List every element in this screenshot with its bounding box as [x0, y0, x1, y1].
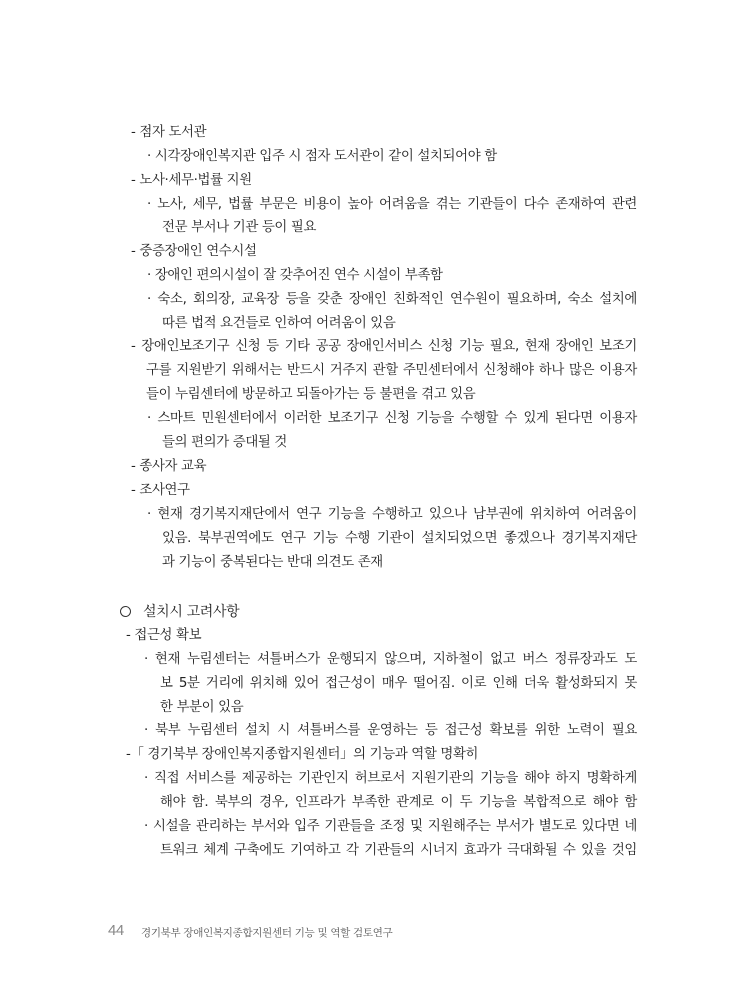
bullet-continuation: 들의 편의가 증대될 것 — [162, 435, 287, 450]
bullet-continuation: 따른 법적 요건들로 인하여 어려움이 있음 — [162, 316, 396, 331]
page-number: 44 — [108, 922, 124, 939]
dash-item: - 노사·세무·법률 지원 — [131, 173, 252, 188]
bullet-item: · 스마트 민원센터에서 이러한 보조기구 신청 기능을 수행할 수 있게 된다면 이용자 — [147, 411, 637, 426]
bullet-item: · 북부 누림센터 설치 시 셔틀버스를 운영하는 등 접근성 확보를 위한 노력이 필요 — [144, 723, 637, 738]
bullet-continuation: 전문 부서나 기관 등이 필요 — [162, 220, 317, 235]
dash-item: -「 경기북부 장애인복지종합지원센터」의 기능과 역할 명확히 — [126, 747, 479, 762]
section-heading: 설치시 고려사항 — [143, 604, 240, 620]
dash-item: - 접근성 확보 — [126, 628, 202, 643]
dash-item: - 조사연구 — [131, 483, 190, 498]
bullet-item: · 시설을 관리하는 부서와 입주 기관들을 조정 및 지원해주는 부서가 별도로 있다면 네 — [144, 819, 637, 834]
bullet-continuation: 해야 함. 북부의 경우, 인프라가 부족한 관계로 이 두 기능을 복합적으로 해야 함 — [160, 795, 637, 810]
bullet-continuation: 보 5분 거리에 위치해 있어 접근성이 매우 떨어짐. 이로 인해 더욱 활성화되지 못 — [160, 676, 637, 691]
dash-item: - 점자 도서관 — [131, 125, 207, 140]
dash-item: - 종사자 교육 — [131, 459, 207, 474]
bullet-continuation: 트워크 체계 구축에도 기여하고 각 기관들의 시너지 효과가 극대화될 수 있을 것임 — [160, 843, 637, 858]
dash-continuation: 구를 지원받기 위해서는 반드시 거주지 관할 주민센터에서 신청해야 하나 많은 이용자 — [146, 363, 637, 378]
dash-item: - 장애인보조기구 신청 등 기타 공공 장애인서비스 신청 기능 필요, 현재 장애인 보조기 — [131, 339, 637, 354]
running-footer-title: 경기북부 장애인복지종합지원센터 기능 및 역할 검토연구 — [141, 927, 393, 939]
bullet-item: · 직접 서비스를 제공하는 기관인지 허브로서 지원기관의 기능을 해야 하지 명확하게 — [144, 771, 637, 786]
dash-continuation: 들이 누림센터에 방문하고 되돌아가는 등 불편을 겪고 있음 — [146, 387, 476, 402]
bullet-continuation: 있음. 북부권역에도 연구 기능 수행 기관이 설치되었으면 좋겠으나 경기복지재단 — [162, 531, 637, 546]
bullet-item: · 장애인 편의시설이 잘 갖추어진 연수 시설이 부족함 — [147, 268, 443, 283]
bullet-item: · 시각장애인복지관 입주 시 점자 도서관이 같이 설치되어야 함 — [147, 149, 497, 164]
circle-bullet-icon — [120, 606, 131, 617]
bullet-continuation: 한 부분이 있음 — [160, 700, 244, 715]
bullet-item: · 숙소, 회의장, 교육장 등을 갖춘 장애인 친화적인 연수원이 필요하며, 숙소 설치에 — [147, 292, 637, 307]
bullet-item: · 현재 누림센터는 셔틀버스가 운행되지 않으며, 지하철이 없고 버스 정류장과도 도 — [144, 652, 637, 667]
dash-item: - 중증장애인 연수시설 — [131, 244, 257, 259]
bullet-item: · 현재 경기복지재단에서 연구 기능을 수행하고 있으나 남부권에 위치하여 어려움이 — [147, 507, 637, 522]
bullet-continuation: 과 기능이 중복된다는 반대 의견도 존재 — [162, 555, 383, 570]
bullet-item: · 노사, 세무, 법률 부문은 비용이 높아 어려움을 겪는 기관들이 다수 존재하여 관련 — [147, 197, 637, 212]
